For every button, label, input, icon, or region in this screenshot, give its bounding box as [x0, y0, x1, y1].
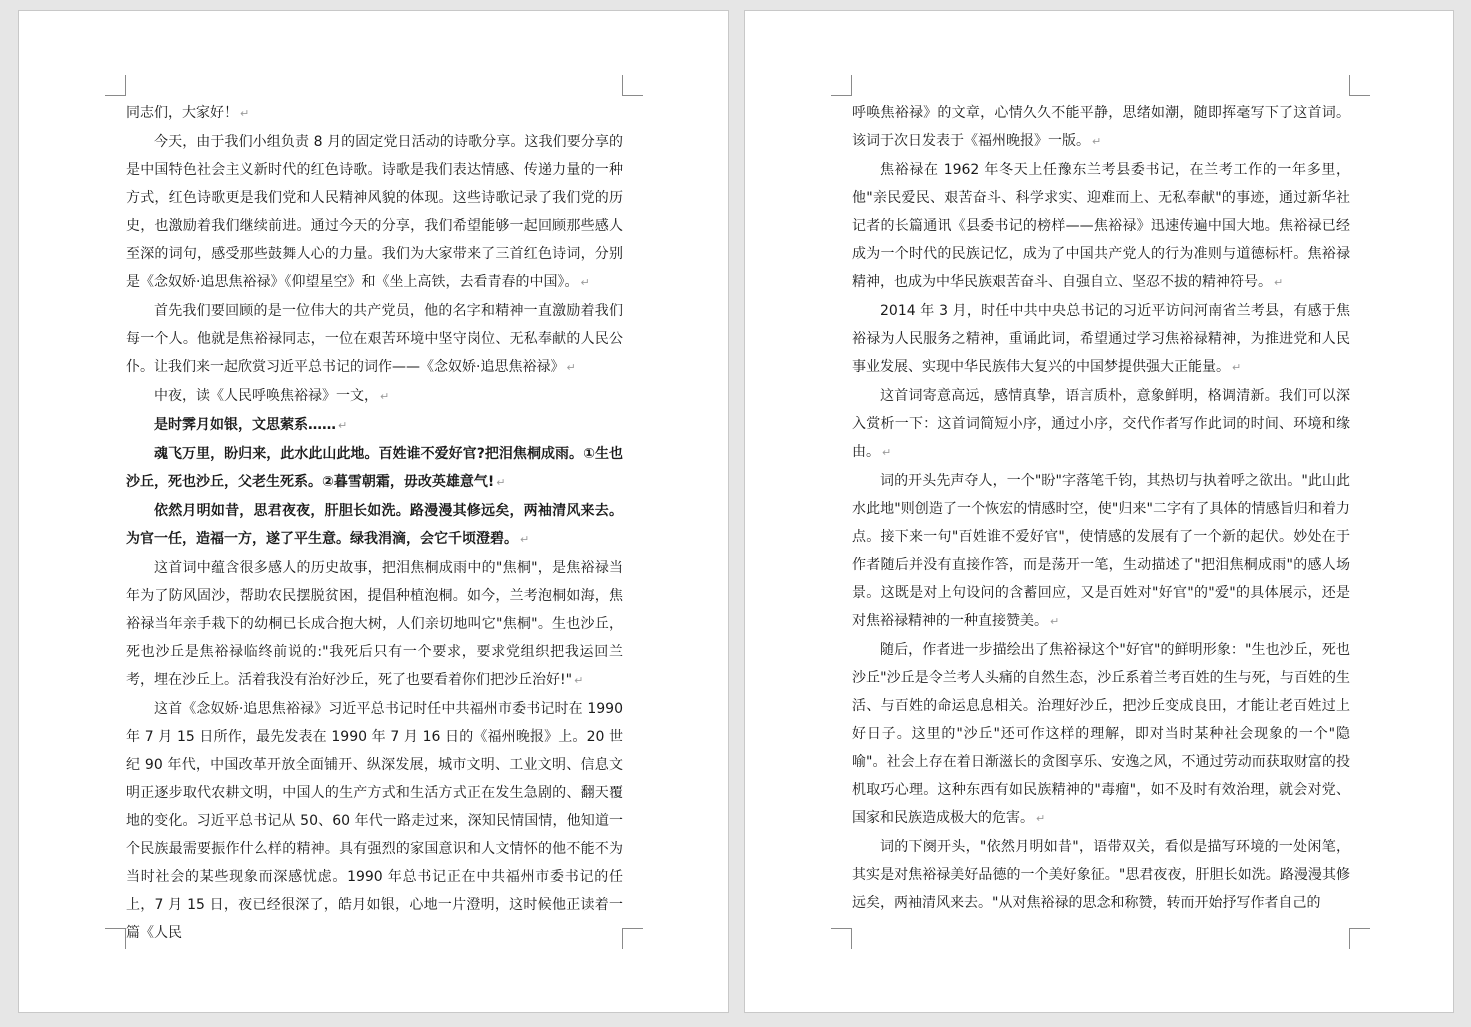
- paragraph-text: 依然月明如昔，思君夜夜，肝胆长如洗。路漫漫其修远矣，两袖清风来去。为官一任，造福一方，遂了平生意。绿我涓滴，会它千顷澄碧。: [126, 503, 623, 547]
- margin-corner-bottom-left: [105, 928, 126, 949]
- paragraph-text: 2014 年 3 月，时任中共中央总书记的习近平访问河南省兰考县，有感于焦裕禄为人民服务之精神，重诵此词，希望通过学习焦裕禄精神，为推进党和人民事业发展、实现中华民族伟大复兴的中国梦提供强大正能量。: [852, 303, 1350, 375]
- paragraph-text: 这首词寄意高远，感情真挚，语言质朴，意象鲜明，格调清新。我们可以深入赏析一下：这首词简短小序，通过小序，交代作者写作此词的时间、环境和缘由。: [852, 388, 1350, 460]
- paragraph[interactable]: [126, 440, 623, 497]
- paragraph-text: 首先我们要回顾的是一位伟大的共产党员，他的名字和精神一直激励着我们每一个人。他就是焦裕禄同志，一位在艰苦环境中坚守岗位、无私奉献的人民公仆。让我们来一起欣赏习近平总书记的词作——《念奴娇·追思焦裕禄》: [126, 303, 623, 375]
- paragraph-mark-icon: ↵: [1232, 361, 1242, 374]
- paragraph[interactable]: [852, 297, 1350, 382]
- paragraph-mark-icon: ↵: [882, 446, 892, 459]
- paragraph[interactable]: [126, 695, 623, 947]
- paragraph-mark-icon: ↵: [520, 533, 530, 546]
- paragraph-text: 随后，作者进一步描绘出了焦裕禄这个"好官"的鲜明形象："生也沙丘，死也沙丘"沙丘是令兰考人头痛的自然生态，沙丘系着兰考百姓的生与死，与百姓的生活、与百姓的命运息息相关。治理好沙丘，把沙丘变成良田，才能让老百姓过上好日子。这里的"沙丘"还可作这样的理解，即对当时某种社会现象的一个"隐喻"。社会上存在着日渐滋长的贪图享乐、安逸之风，不通过劳动而获取财富的投机取巧心理。这种东西有如民族精神的"毒瘤"，如不及时有效治理，就会对党、国家和民族造成极大的危害。: [852, 642, 1350, 826]
- paragraph-mark-icon: ↵: [1092, 135, 1102, 148]
- paragraph-mark-icon: ↵: [1050, 615, 1060, 628]
- paragraph-mark-icon: ↵: [580, 276, 590, 289]
- paragraph-text: 呼唤焦裕禄》的文章，心情久久不能平静，思绪如潮，随即挥毫写下了这首词。该词于次日发表于《福州晚报》一版。: [852, 105, 1350, 149]
- paragraph[interactable]: [126, 411, 623, 440]
- margin-corner-top-left: [831, 75, 852, 96]
- paragraph-mark-icon: ↵: [338, 419, 348, 432]
- margin-corner-bottom-right: [1349, 928, 1370, 949]
- paragraph-text: 这首《念奴娇·追思焦裕禄》习近平总书记时任中共福州市委书记时在 1990 年 7 月 15 日所作，最先发表在 1990 年 7 月 16 日的《福州晚报》上。20 世纪 90 年代，中国改革开放全面铺开、纵深发展，城市文明、工业文明、信息文明正逐步取代农耕文明，中国人的生产方式和生活方式正在发生急剧的、翻天覆地的变化。习近平总书记从 50、60 年代一路走过来，深知民情国情，他知道一个民族最需要振作什么样的精神。具有强烈的家国意识和人文情怀的他不能不为当时社会的某些现象而深感忧虑。1990 年总书记正在中共福州市委书记的任上，7 月 15 日，夜已经很深了，皓月如银，心地一片澄明，这时候他正读着一篇《人民: [126, 701, 623, 941]
- paragraph-mark-icon: ↵: [1036, 812, 1046, 825]
- page-body[interactable]: [126, 99, 623, 947]
- paragraph[interactable]: [126, 297, 623, 382]
- paragraph[interactable]: [126, 99, 623, 128]
- paragraph[interactable]: [126, 554, 623, 695]
- paragraph-text: 今天，由于我们小组负责 8 月的固定党日活动的诗歌分享。这我们要分享的是中国特色社会主义新时代的红色诗歌。诗歌是我们表达情感、传递力量的一种方式，红色诗歌更是我们党和人民精神风貌的体现。这些诗歌记录了我们党的历史，也激励着我们继续前进。通过今天的分享，我们希望能够一起回顾那些感人至深的词句，感受那些鼓舞人心的力量。我们为大家带来了三首红色诗词，分别是《念奴娇·追思焦裕禄》《仰望星空》和《坐上高铁，去看青春的中国》。: [126, 134, 623, 290]
- paragraph-text: 中夜，读《人民呼唤焦裕禄》一文，: [154, 388, 378, 404]
- paragraph[interactable]: [852, 156, 1350, 297]
- paragraph-text: 词的开头先声夺人，一个"盼"字落笔千钧，其热切与执着呼之欲出。"此山此水此地"则创造了一个恢宏的情感时空，使"归来"二字有了具体的情感旨归和着力点。接下来一句"百姓谁不爱好官"，使情感的发展有了一个新的起伏。妙处在于作者随后并没有直接作答，而是荡开一笔，生动描述了"把泪焦桐成雨"的感人场景。这既是对上句设问的含蓄回应，又是百姓对"好官"的"爱"的具体展示，还是对焦裕禄精神的一种直接赞美。: [852, 473, 1350, 629]
- margin-corner-top-right: [622, 75, 643, 96]
- paragraph-text: 这首词中蕴含很多感人的历史故事，把泪焦桐成雨中的"焦桐"，是焦裕禄当年为了防风固沙，帮助农民摆脱贫困，提倡种植泡桐。如今，兰考泡桐如海，焦裕禄当年亲手栽下的幼桐已长成合抱大树，人们亲切地叫它"焦桐"。生也沙丘，死也沙丘是焦裕禄临终前说的:"我死后只有一个要求，要求党组织把我运回兰考，埋在沙丘上。活着我没有治好沙丘，死了也要看着你们把沙丘治好!": [126, 560, 623, 688]
- paragraph-mark-icon: ↵: [574, 674, 584, 687]
- paragraph-mark-icon: ↵: [1274, 276, 1284, 289]
- document-page-1[interactable]: [18, 10, 729, 1013]
- paragraph-text: 焦裕禄在 1962 年冬天上任豫东兰考县委书记，在兰考工作的一年多里，他"亲民爱民、艰苦奋斗、科学求实、迎难而上、无私奉献"的事迹，通过新华社记者的长篇通讯《县委书记的榜样——焦裕禄》迅速传遍中国大地。焦裕禄已经成为一个时代的民族记忆，成为了中国共产党人的行为准则与道德标杆。焦裕禄精神，也成为中华民族艰苦奋斗、自强自立、坚忍不拔的精神符号。: [852, 162, 1350, 290]
- paragraph-mark-icon: ↵: [380, 390, 390, 403]
- paragraph[interactable]: [852, 467, 1350, 636]
- document-page-2[interactable]: [744, 10, 1454, 1013]
- margin-corner-top-left: [105, 75, 126, 96]
- paragraph-mark-icon: ↵: [566, 361, 576, 374]
- paragraph[interactable]: [126, 382, 623, 411]
- paragraph-text: 同志们，大家好！: [126, 105, 238, 121]
- paragraph[interactable]: [852, 99, 1350, 156]
- paragraph-text: 魂飞万里，盼归来，此水此山此地。百姓谁不爱好官?把泪焦桐成雨。①生也沙丘，死也沙丘，父老生死系。②暮雪朝霜，毋改英雄意气!: [126, 446, 623, 490]
- paragraph-mark-icon: ↵: [496, 476, 506, 489]
- margin-corner-bottom-left: [831, 928, 852, 949]
- paragraph-text: 词的下阕开头，"依然月明如昔"，语带双关，看似是描写环境的一处闲笔，其实是对焦裕禄美好品德的一个美好象征。"思君夜夜，肝胆长如洗。路漫漫其修远矣，两袖清风来去。"从对焦裕禄的思念和称赞，转而开始抒写作者自己的: [852, 839, 1350, 911]
- paragraph[interactable]: [126, 128, 623, 297]
- page-body[interactable]: [852, 99, 1350, 917]
- paragraph[interactable]: [852, 382, 1350, 467]
- paragraph-text: 是时霁月如银，文思萦系……: [154, 417, 336, 433]
- margin-corner-bottom-right: [622, 928, 643, 949]
- margin-corner-top-right: [1349, 75, 1370, 96]
- paragraph[interactable]: [852, 833, 1350, 917]
- paragraph[interactable]: [126, 497, 623, 554]
- paragraph-mark-icon: ↵: [240, 107, 250, 120]
- paragraph[interactable]: [852, 636, 1350, 833]
